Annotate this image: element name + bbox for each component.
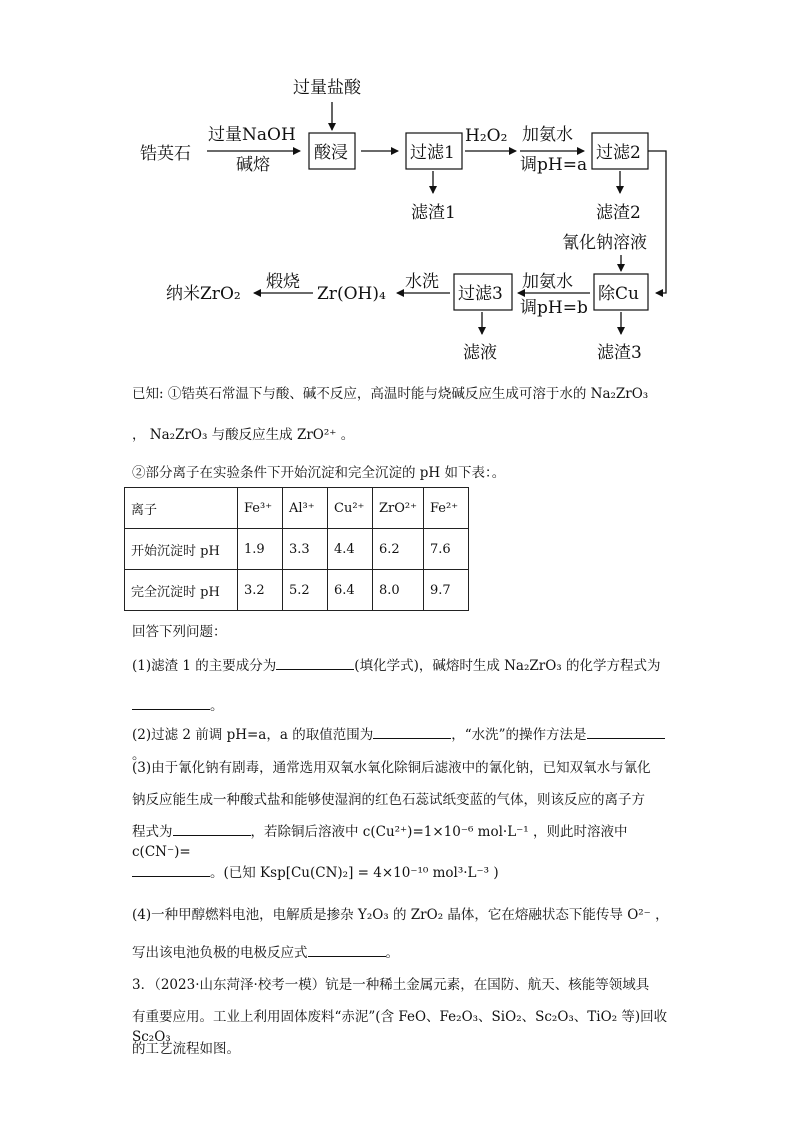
question-3-line4 — [132, 863, 672, 883]
question-4-line1: (4)一种甲醇燃料电池，电解质是掺杂 Y₂O₃ 的 ZrO₂ 晶体，它在熔融状态下能传导 O²⁻ ， — [132, 907, 669, 923]
question-3-line1: (3)由于氰化钠有剧毒，通常选用双氧水氧化除铜后滤液中的氰化钠，已知双氧水与氰化 — [132, 760, 651, 776]
table-cell: 3.3 — [283, 529, 328, 570]
process-flowchart — [0, 0, 794, 370]
filter3-label: 过滤3 — [458, 284, 503, 304]
problem-3-line2: 有重要应用。工业上利用固体废料“赤泥”(含 FeO、Fe₂O₃、SiO₂、Sc₂O₃、TiO₂ 等)回收 Sc₂O₃ — [132, 1009, 668, 1045]
table-cell: ZrO²⁺ — [373, 488, 424, 529]
table-row — [125, 529, 469, 570]
table-cell: 完全沉淀时 pH — [125, 570, 238, 611]
table-cell: Fe²⁺ — [423, 488, 468, 529]
calcine-label: 煅烧 — [266, 272, 300, 292]
zircon-label: 锆英石 — [140, 144, 191, 164]
q2-text-b: ，“水洗”的操作方法是 — [451, 727, 587, 743]
table-cell: 1.9 — [238, 529, 283, 570]
answer-blank[interactable] — [132, 697, 210, 710]
problem-3-line1: 3．（2023·山东菏泽·校考一模）钪是一种稀土金属元素，在国防、航天、核能等领域具 — [132, 977, 650, 993]
residue1-label: 滤渣1 — [411, 203, 456, 223]
table-cell: Fe³⁺ — [238, 488, 283, 529]
problem-3-line3: 的工艺流程如图。 — [132, 1041, 240, 1057]
naoh-label: 过量NaOH — [208, 125, 296, 145]
answer-blank[interactable] — [173, 823, 251, 836]
q3-text-a: 程式为 — [132, 824, 173, 840]
ammonia-label-2: 加氨水 — [522, 272, 573, 292]
table-cell: 3.2 — [238, 570, 283, 611]
table-cell: Al³⁺ — [283, 488, 328, 529]
residue2-label: 滤渣2 — [596, 203, 641, 223]
ammonia-label-1: 加氨水 — [522, 125, 573, 145]
filtrate-label: 滤液 — [463, 343, 497, 363]
nano-zro2-label: 纳米ZrO₂ — [166, 284, 241, 304]
table-cell: 开始沉淀时 pH — [125, 529, 238, 570]
known-1b: ， Na₂ZrO₃ 与酸反应生成 ZrO²⁺ 。 — [132, 427, 355, 443]
precipitation-ph-table — [124, 487, 469, 611]
q3-text-b: ，若除铜后溶液中 c(Cu²⁺)=1×10⁻⁶ mol·L⁻¹ ，则此时溶液中 c(CN⁻)= — [132, 824, 628, 860]
nacn-label: 氰化钠溶液 — [562, 233, 647, 253]
filter2-label: 过滤2 — [596, 143, 641, 163]
wash-label: 水洗 — [405, 272, 439, 292]
residue3-label: 滤渣3 — [597, 343, 642, 363]
q1-text-a: (1)滤渣 1 的主要成分为 — [132, 658, 277, 674]
answer-blank[interactable] — [308, 944, 386, 957]
question-3-line2: 钠反应能生成一种酸式盐和能够使湿润的红色石蕊试纸变蓝的气体，则该反应的离子方 — [132, 792, 645, 808]
answer-blank[interactable] — [373, 726, 451, 739]
answer-blank[interactable] — [587, 726, 665, 739]
table-cell: 8.0 — [373, 570, 424, 611]
question-4-line2 — [132, 943, 672, 963]
ph-a-label: 调pH=a — [520, 155, 588, 175]
q4-text-a: 写出该电池负极的电极反应式 — [132, 945, 308, 961]
table-cell: 4.4 — [328, 529, 373, 570]
hcl-label: 过量盐酸 — [293, 78, 361, 98]
answer-blank[interactable] — [132, 864, 210, 877]
question-1-end — [132, 696, 672, 716]
ph-b-label: 调pH=b — [520, 298, 588, 318]
table-cell: 离子 — [125, 488, 238, 529]
q2-text-a: (2)过滤 2 前调 pH=a，a 的取值范围为 — [132, 727, 374, 743]
alkali-fusion-label: 碱熔 — [236, 155, 270, 175]
table-cell: 9.7 — [423, 570, 468, 611]
question-3-line3 — [132, 822, 672, 862]
remove-cu-label: 除Cu — [598, 284, 639, 304]
q3-line4: 。(已知 Ksp[Cu(CN)₂] = 4×10⁻¹⁰ mol³·L⁻³ ) — [210, 865, 499, 881]
known-2: ②部分离子在实验条件下开始沉淀和完全沉淀的 pH 如下表：。 — [132, 465, 506, 481]
question-1 — [132, 656, 672, 676]
h2o2-label: H₂O₂ — [465, 126, 508, 146]
q1-text-b: (填化学式)，碱熔时生成 Na₂ZrO₃ 的化学方程式为 — [354, 658, 661, 674]
table-header-row — [125, 488, 469, 529]
known-1a: 已知: ①锆英石常温下与酸、碱不反应，高温时能与烧碱反应生成可溶于水的 Na₂ZrO₃ — [132, 386, 649, 402]
table-cell: 6.4 — [328, 570, 373, 611]
table-cell: 7.6 — [423, 529, 468, 570]
answer-blank[interactable] — [276, 657, 354, 670]
table-cell: 5.2 — [283, 570, 328, 611]
q1-end: 。 — [210, 698, 224, 714]
table-cell: Cu²⁺ — [328, 488, 373, 529]
q4-end: 。 — [385, 945, 399, 961]
table-row — [125, 570, 469, 611]
filter1-label: 过滤1 — [410, 143, 455, 163]
table-cell: 6.2 — [373, 529, 424, 570]
acid-leach-label: 酸浸 — [314, 143, 348, 163]
q2-end: 。 — [132, 747, 146, 763]
answer-intro: 回答下列问题： — [132, 624, 227, 640]
zroh4-label: Zr(OH)₄ — [317, 284, 386, 304]
